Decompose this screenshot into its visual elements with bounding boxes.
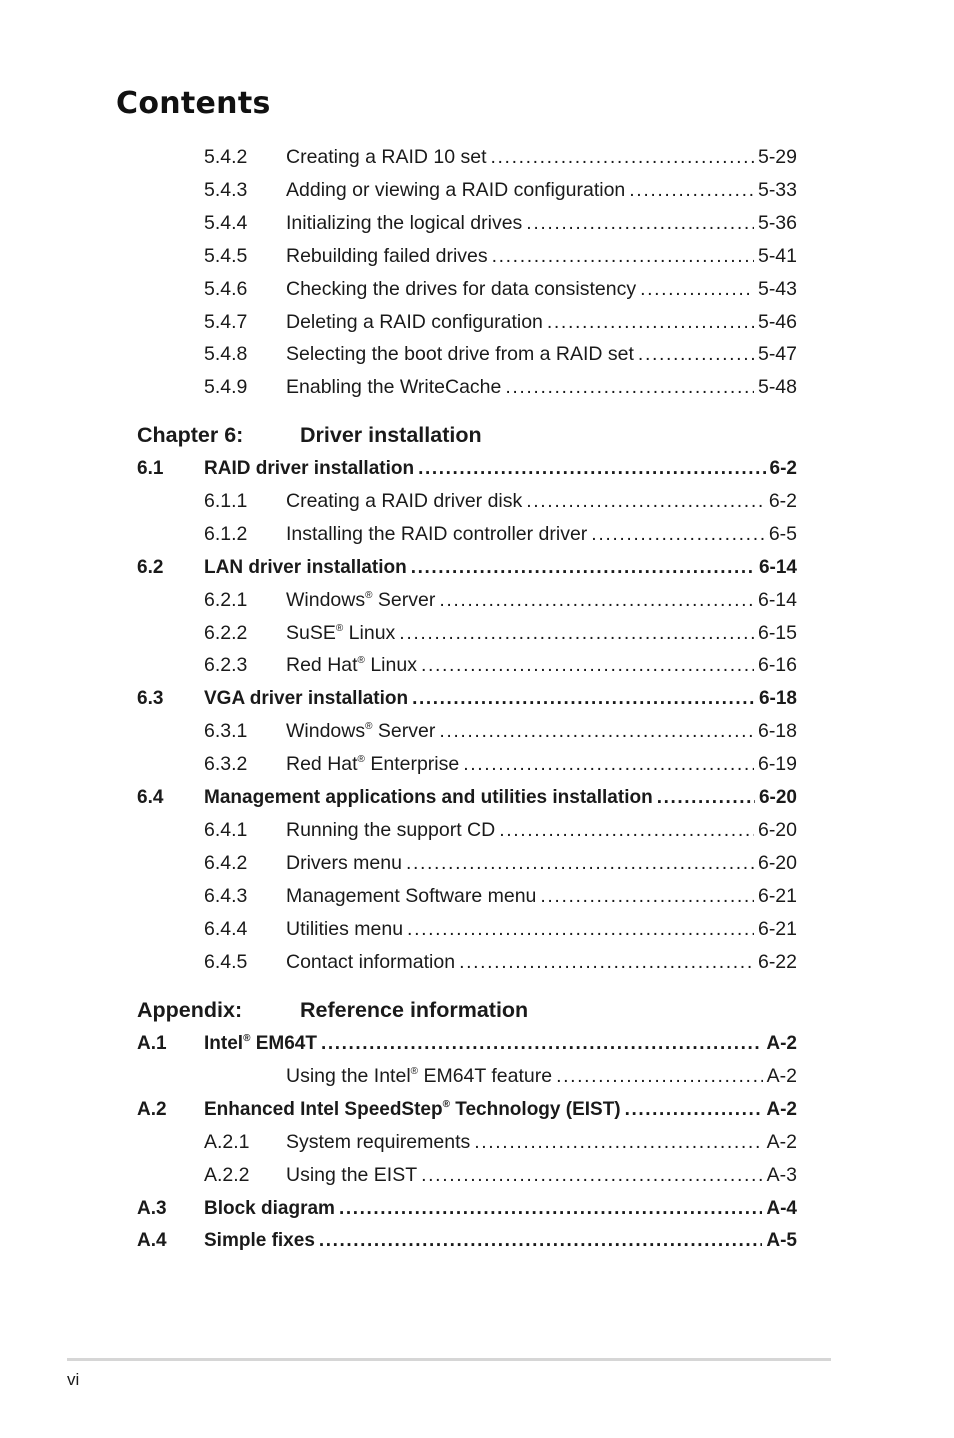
toc-subsection-entry <box>204 1060 797 1093</box>
toc-entry-title: Selecting the boot drive from a RAID set <box>286 343 634 366</box>
dot-leader <box>339 1192 762 1225</box>
dot-leader <box>629 174 754 207</box>
toc-page-number: 5-36 <box>757 211 797 234</box>
toc-page-number: 6-19 <box>757 753 797 776</box>
toc-entry-number: 6.3.2 <box>204 753 248 776</box>
toc-page-number: A-4 <box>766 1197 797 1219</box>
dot-leader <box>463 748 754 781</box>
toc-page-number: A-5 <box>766 1230 797 1252</box>
toc-entry-number: 6.2 <box>137 556 164 578</box>
toc-subsection-entry <box>204 306 797 339</box>
toc-page-number: 6-16 <box>757 654 797 677</box>
toc-entry-title: Using the Intel® EM64T feature <box>286 1064 553 1087</box>
toc-entry-number: 6.4.2 <box>204 851 248 874</box>
chapter-label: Appendix: <box>137 998 243 1022</box>
toc-subsection-entry <box>204 240 797 273</box>
toc-entry-title: Management applications and utilities installation <box>204 787 653 808</box>
dot-leader <box>526 207 754 240</box>
toc-section-entry <box>137 781 797 814</box>
toc-section-entry <box>137 1192 797 1225</box>
toc-entry-title: LAN driver installation <box>204 556 407 578</box>
toc-page-number: A-2 <box>766 1130 797 1153</box>
toc-subsection-entry <box>204 913 797 946</box>
toc-entry-number: 6.3.1 <box>204 720 248 743</box>
toc-entry-title: Block diagram <box>204 1197 335 1219</box>
registered-mark: ® <box>365 589 373 601</box>
footer-divider <box>67 1358 831 1361</box>
toc-entry-number: 6.4.4 <box>204 917 248 940</box>
toc-subsection-entry <box>204 715 797 748</box>
dot-leader <box>492 240 754 273</box>
toc-subsection-entry <box>204 518 797 551</box>
toc-entry-number: 5.4.4 <box>204 211 248 234</box>
toc-entry-title: Windows® Server <box>286 588 436 611</box>
dot-leader <box>474 1126 762 1159</box>
dot-leader <box>321 1027 762 1060</box>
toc-page-number: 6-5 <box>768 522 797 545</box>
toc-entry-title: Management Software menu <box>286 884 537 907</box>
toc-subsection-entry <box>204 174 797 207</box>
toc-entry-number: 6.2.3 <box>204 654 248 677</box>
toc-entry-number: 6.1 <box>137 458 164 479</box>
toc-page-number: 5-29 <box>757 146 797 168</box>
toc-subsection-entry <box>204 371 797 404</box>
toc-page-number: 6-22 <box>757 950 797 973</box>
toc-page-number: 6-21 <box>757 884 797 907</box>
dot-leader <box>411 551 755 584</box>
footer-page-number: vi <box>67 1370 80 1389</box>
chapter-label: Chapter 6: <box>137 423 244 447</box>
toc-subsection-entry <box>204 748 797 781</box>
toc-entry-number: 6.3 <box>137 688 164 710</box>
toc-entry-title: Creating a RAID 10 set <box>286 146 487 168</box>
toc-entry-title: Running the support CD <box>286 818 496 841</box>
dot-leader <box>418 452 765 485</box>
toc-entry-title: SuSE® Linux <box>286 621 396 644</box>
toc-section-entry <box>137 1093 797 1126</box>
dot-leader <box>547 306 754 339</box>
toc-subsection-entry <box>204 141 797 174</box>
dot-leader <box>505 371 754 404</box>
registered-mark: ® <box>335 622 344 634</box>
toc-entry-title: Deleting a RAID configuration <box>286 310 543 333</box>
toc-entry-title: Utilities menu <box>286 917 404 940</box>
toc-page-number: 6-18 <box>757 720 797 743</box>
toc-subsection-entry <box>204 649 797 682</box>
toc-entry-title: Drivers menu <box>286 851 402 874</box>
toc-entry-title: Initializing the logical drives <box>286 211 523 234</box>
toc-entry-number: A.3 <box>137 1197 167 1219</box>
dot-leader <box>499 814 754 847</box>
dot-leader <box>556 1060 763 1093</box>
toc-entry-number: 5.4.9 <box>204 376 248 399</box>
toc-entry-number: 6.4.1 <box>204 818 248 841</box>
registered-mark: ® <box>442 1098 450 1110</box>
toc-entry-number: 6.2.1 <box>204 588 248 611</box>
registered-mark: ® <box>410 1065 419 1077</box>
toc-page-number: 6-15 <box>757 621 797 644</box>
toc-entry-number: A.2 <box>137 1098 167 1120</box>
toc-subsection-entry <box>204 847 797 880</box>
toc-section-entry <box>137 551 797 584</box>
toc-page-number: 5-47 <box>757 343 797 366</box>
toc-subsection-entry <box>204 1126 797 1159</box>
toc-page-number: A-2 <box>766 1098 797 1120</box>
toc-subsection-entry <box>204 814 797 847</box>
toc-subsection-entry <box>204 880 797 913</box>
dot-leader <box>491 141 754 174</box>
toc-subsection-entry <box>204 485 797 518</box>
toc-subsection-entry <box>204 1159 797 1192</box>
toc-page-number: A-2 <box>766 1064 797 1087</box>
registered-mark: ® <box>365 721 373 733</box>
toc-entry-title: Red Hat® Linux <box>286 654 417 677</box>
toc-subsection-entry <box>204 946 797 979</box>
toc-page-number: 6-20 <box>758 787 797 808</box>
dot-leader <box>399 617 754 650</box>
toc-section-entry <box>137 682 797 715</box>
dot-leader <box>412 682 755 715</box>
dot-leader <box>540 880 754 913</box>
toc-entry-number: 6.1.2 <box>204 522 248 545</box>
toc-entry-number: 5.4.3 <box>204 178 248 201</box>
toc-entry-title: RAID driver installation <box>204 458 415 479</box>
toc-entry-title: Red Hat® Enterprise <box>286 753 460 776</box>
dot-leader <box>526 485 765 518</box>
registered-mark: ® <box>357 754 365 766</box>
toc-entry-title: Installing the RAID controller driver <box>286 522 588 545</box>
toc-entry-title: VGA driver installation <box>204 688 409 710</box>
dot-leader <box>625 1093 763 1126</box>
toc-subsection-entry <box>204 207 797 240</box>
toc-section-entry <box>137 452 797 485</box>
toc-entry-title: Enabling the WriteCache <box>286 376 502 399</box>
dot-leader <box>657 781 755 814</box>
toc-subsection-entry <box>204 584 797 617</box>
toc-entry-title: Enhanced Intel SpeedStep® Technology (EIST) <box>204 1098 621 1120</box>
toc-entry-title: Simple fixes <box>204 1230 315 1252</box>
toc-page-number: 6-14 <box>757 588 797 611</box>
chapter-title: Reference information <box>300 998 529 1022</box>
toc-entry-title: Windows® Server <box>286 720 436 743</box>
dot-leader <box>459 946 754 979</box>
toc-entry-number: 6.4.3 <box>204 884 248 907</box>
toc-entry-number: A.1 <box>137 1033 167 1054</box>
toc-page-number: 6-21 <box>757 917 797 940</box>
toc-entry-number: 5.4.6 <box>204 277 248 300</box>
toc-page-number: 5-41 <box>757 244 797 267</box>
toc-entry-title: System requirements <box>286 1130 471 1153</box>
toc-entry-title: Creating a RAID driver disk <box>286 489 523 512</box>
toc-page-number: 6-2 <box>769 458 797 479</box>
toc-page-number: 6-20 <box>757 818 797 841</box>
toc-page-number: 6-20 <box>757 851 797 874</box>
toc-page-number: 5-33 <box>757 178 797 201</box>
toc-entry-number: 5.4.7 <box>204 310 248 333</box>
toc-subsection-entry <box>204 617 797 650</box>
dot-leader <box>439 715 754 748</box>
toc-entry-title: Contact information <box>286 950 456 973</box>
toc-page-number: 5-48 <box>757 376 797 399</box>
toc-entry-title: Adding or viewing a RAID configuration <box>286 178 626 201</box>
registered-mark: ® <box>243 1033 251 1044</box>
registered-mark: ® <box>357 655 365 667</box>
toc-entry-title: Intel® EM64T <box>204 1033 317 1054</box>
dot-leader <box>638 338 754 371</box>
toc-page-number: 6-2 <box>768 489 797 512</box>
dot-leader <box>421 1159 763 1192</box>
toc-entry-number: 6.1.1 <box>204 489 248 512</box>
toc-section-entry <box>137 1027 797 1060</box>
chapter-title: Driver installation <box>300 423 482 447</box>
dot-leader <box>406 847 754 880</box>
toc-page-number: 6-18 <box>758 688 797 710</box>
toc-entry-number: A.4 <box>137 1230 167 1252</box>
toc-entry-number: 6.4.5 <box>204 950 248 973</box>
toc-entry-number: A.2.2 <box>204 1163 250 1186</box>
toc-entry-number: 6.4 <box>137 787 164 808</box>
dot-leader <box>591 518 765 551</box>
toc-page-number: A-2 <box>766 1033 797 1054</box>
toc-section-entry <box>137 1224 797 1257</box>
toc-entry-number: 5.4.8 <box>204 343 248 366</box>
page-title: Contents <box>116 86 271 121</box>
toc-entry-number: 6.2.2 <box>204 621 248 644</box>
toc-entry-title: Checking the drives for data consistency <box>286 277 637 300</box>
dot-leader <box>421 649 754 682</box>
toc-entry-number: A.2.1 <box>204 1130 250 1153</box>
toc-entry-title: Rebuilding failed drives <box>286 244 488 267</box>
dot-leader <box>407 913 754 946</box>
toc-entry-number: 5.4.2 <box>204 146 248 168</box>
toc-page-number: A-3 <box>766 1163 797 1186</box>
dot-leader <box>439 584 754 617</box>
toc-entry-title: Using the EIST <box>286 1163 418 1186</box>
toc-page-number: 6-14 <box>758 556 797 578</box>
toc-subsection-entry <box>204 273 797 306</box>
toc-page-number: 5-43 <box>757 277 797 300</box>
dot-leader <box>319 1224 762 1257</box>
dot-leader <box>640 273 754 306</box>
toc-page-number: 5-46 <box>757 310 797 333</box>
toc-entry-number: 5.4.5 <box>204 244 248 267</box>
toc-subsection-entry <box>204 338 797 371</box>
